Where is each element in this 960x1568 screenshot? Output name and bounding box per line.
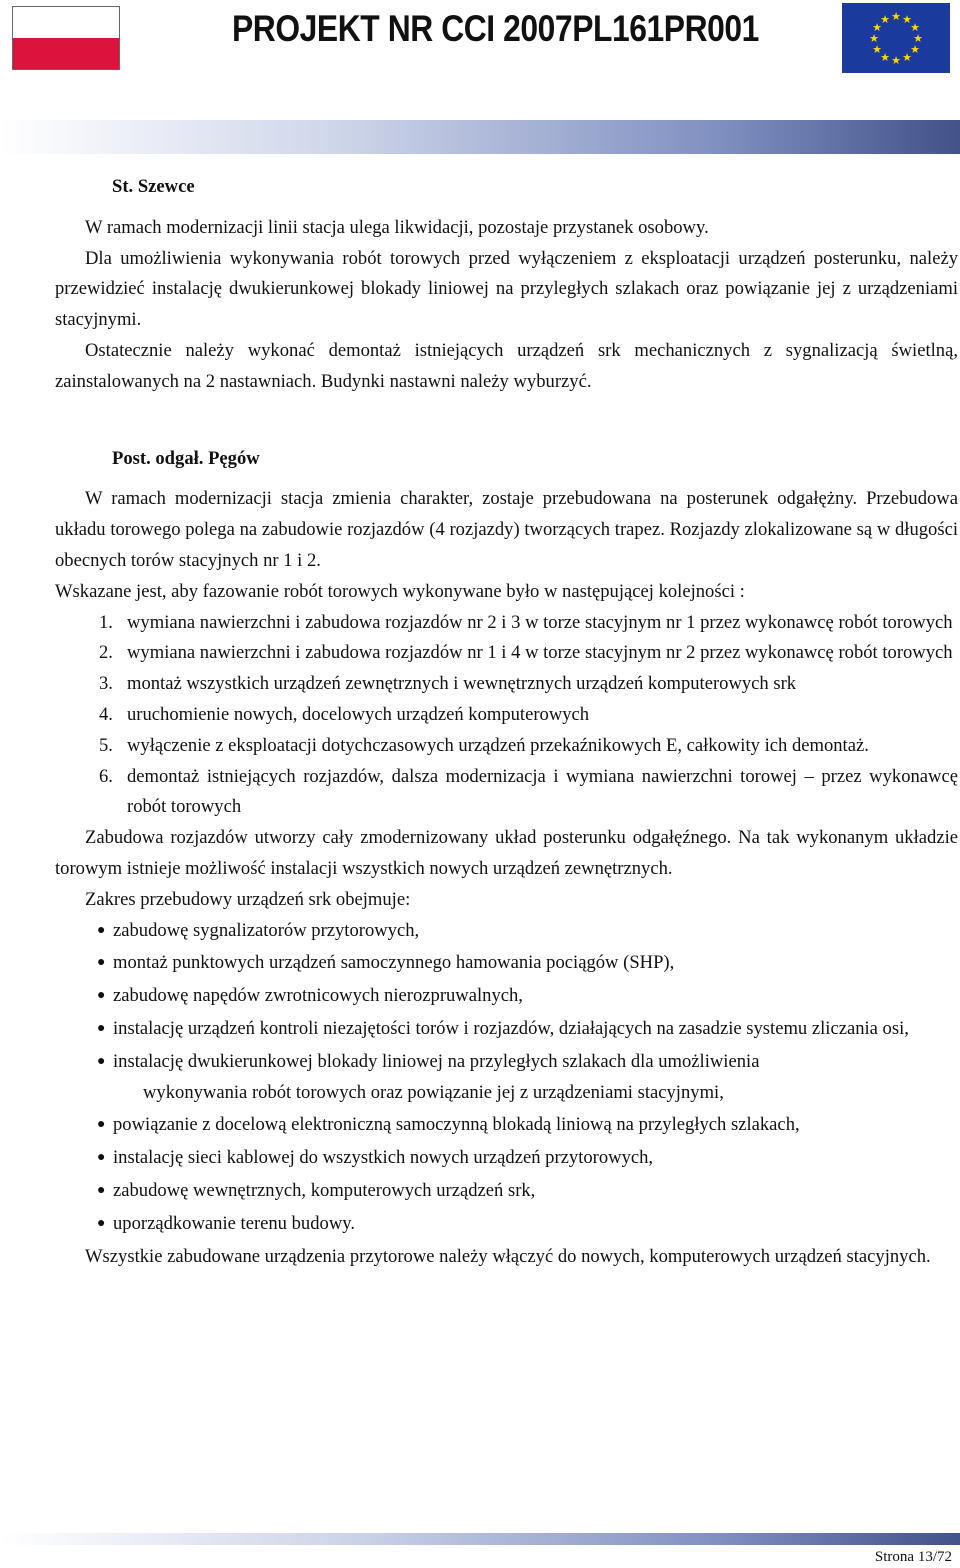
list-item: ● uporządkowanie terenu budowy. (55, 1209, 958, 1240)
paragraph: Wskazane jest, aby fazowanie robót torowych wykonywane było w następującej kolejności : (55, 580, 745, 602)
svg-text:★: ★ (872, 43, 882, 56)
list-item: ● zabudowę napędów zwrotnicowych nierozpruwalnych, (55, 981, 958, 1012)
bullet-icon: ● (97, 1117, 106, 1133)
scope-bullet-list (55, 916, 958, 1240)
bullet-icon: ● (97, 1215, 106, 1231)
svg-text:★: ★ (910, 43, 920, 56)
paragraph: W ramach modernizacji linii stacja ulega likwidacji, pozostaje przystanek osobowy. (85, 216, 709, 238)
list-item: 6. demontaż istniejących rozjazdów, dalsza modernizacja i wymiana nawierzchni torowej – przez wykonawcę robót torowych (99, 765, 958, 818)
document-header-title: PROJEKT NR CCI 2007PL161PR001 (232, 8, 759, 49)
list-item: ● powiązanie z docelową elektroniczną samoczynną blokadą liniową na przyległych szlakach, (55, 1110, 958, 1141)
list-item: 4. uruchomienie nowych, docelowych urządzeń komputerowych (99, 703, 590, 725)
svg-text:★: ★ (891, 10, 901, 23)
svg-text:★: ★ (902, 51, 912, 64)
bullet-icon: ● (97, 922, 106, 938)
svg-text:★: ★ (902, 13, 912, 26)
polish-flag-icon (12, 6, 120, 70)
bullet-icon: ● (97, 988, 106, 1004)
svg-text:★: ★ (869, 32, 879, 45)
page-number: Strona 13/72 (874, 1549, 952, 1565)
paragraph: W ramach modernizacji stacja zmienia charakter, zostaje przebudowana na posterunek odgałężny. Przebudowa układu torowego polega na zabudowie rozjazdów (4 rozjazdy) tworzących trapez. Rozjazdy zlokalizowane są w długości obecnych torów stacyjnych nr 1 i 2. (55, 488, 958, 571)
list-item: ● instalację dwukierunkowej blokady liniowej na przyległych szlakach dla umożliwienia wykonywania robót torowych oraz powiązanie jej z urządzeniami stacyjnymi, (55, 1047, 958, 1109)
section-title-szewce: St. Szewce (112, 176, 195, 197)
svg-text:★: ★ (891, 54, 901, 67)
list-item: ● zabudowę sygnalizatorów przytorowych, (55, 916, 958, 947)
phasing-steps-list (55, 608, 958, 824)
header-gradient-bar (0, 120, 960, 154)
svg-text:★: ★ (880, 13, 890, 26)
list-item: ● montaż punktowych urządzeń samoczynnego hamowania pociągów (SHP), (55, 948, 958, 979)
list-item: ● instalację sieci kablowej do wszystkich nowych urządzeń przytorowych, (55, 1143, 958, 1174)
paragraph: Ostatecznie należy wykonać demontaż istniejących urządzeń srk mechanicznych z sygnalizacją świetlną, zainstalowanych na 2 nastawniach. Budynki nastawni należy wyburzyć. (55, 339, 958, 392)
eu-flag-icon (842, 3, 950, 73)
footer-gradient-bar (0, 1533, 960, 1545)
document-body (55, 172, 958, 1272)
paragraph: Zakres przebudowy urządzeń srk obejmuje: (85, 888, 411, 910)
list-item: 3. montaż wszystkich urządzeń zewnętrznych i wewnętrznych urządzeń komputerowych srk (99, 673, 797, 695)
paragraph: Dla umożliwienia wykonywania robót torowych przed wyłączeniem z eksploatacji urządzeń posterunku, należy przewidzieć instalację dwukierunkowej blokady liniowej na przyległych szlakach oraz powiązanie jej z urządzeniami stacyjnymi. (55, 247, 958, 331)
list-item: 1. wymiana nawierzchni i zabudowa rozjazdów nr 2 i 3 w torze stacyjnym nr 1 przez wykonawcę robót torowych (99, 611, 953, 633)
bullet-icon: ● (97, 1182, 106, 1198)
list-item: 5. wyłączenie z eksploatacji dotychczasowych urządzeń przekaźnikowych E, całkowity ich demontaż. (99, 734, 869, 756)
bullet-icon: ● (97, 1150, 106, 1166)
list-item: ● zabudowę wewnętrznych, komputerowych urządzeń srk, (55, 1176, 958, 1207)
paragraph: Zabudowa rozjazdów utworzy cały zmodernizowany układ posterunku odgałęźnego. Na tak wykonanym układzie torowym istnieje możliwość instalacji wszystkich nowych urządzeń zewnętrznych. (55, 827, 958, 879)
svg-text:★: ★ (880, 51, 890, 64)
bullet-icon: ● (97, 1020, 106, 1036)
svg-text:★: ★ (910, 21, 920, 34)
bullet-icon: ● (97, 1053, 106, 1069)
list-item: 2. wymiana nawierzchni i zabudowa rozjazdów nr 1 i 4 w torze stacyjnym nr 2 przez wykonawcę robót torowych (99, 642, 953, 664)
section-title-pegow: Post. odgał. Pęgów (112, 447, 260, 469)
list-item: ● instalację urządzeń kontroli niezajętości torów i rozjazdów, działających na zasadzie systemu zliczania osi, (55, 1014, 958, 1045)
svg-text:★: ★ (913, 32, 923, 45)
bullet-icon: ● (97, 955, 106, 971)
svg-text:★: ★ (872, 21, 882, 34)
paragraph: Wszystkie zabudowane urządzenia przytorowe należy włączyć do nowych, komputerowych urządzeń stacyjnych. (85, 1245, 931, 1267)
